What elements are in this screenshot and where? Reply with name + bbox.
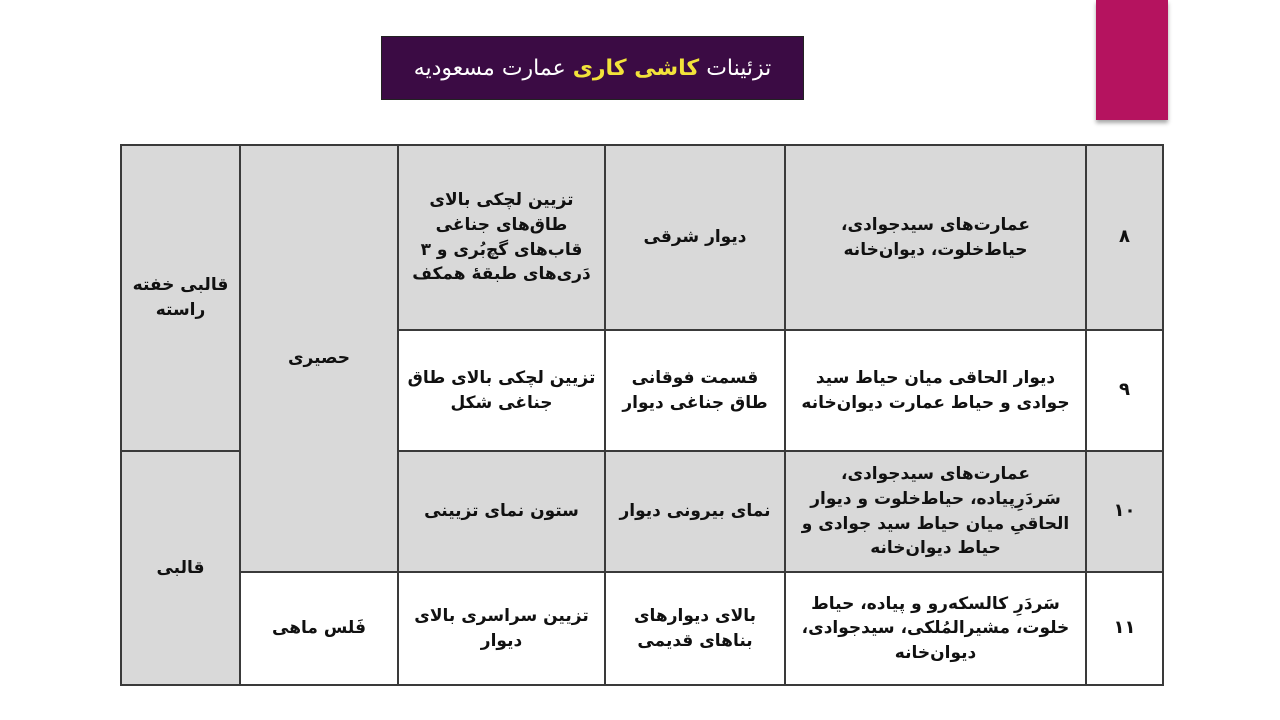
row-number: ۱۱ [1086, 572, 1163, 685]
location-cell: سَردَرِ کالسکه‌رو و پیاده، حیاط خلوت، مشیرالمُلکی، سیدجوادی، دیوان‌خانه [785, 572, 1086, 685]
description-cell: تزیین لچکی بالای طاق‌های جناغی قاب‌های گچ‌بُری و ۳ دَری‌های طبقهٔ همکف [398, 145, 605, 330]
title-suffix: عمارت مسعودیه [413, 55, 566, 81]
description-cell: تزیین لچکی بالای طاق جناغی شکل [398, 330, 605, 451]
description-cell: تزیین سراسری بالای دیوار [398, 572, 605, 685]
position-cell: بالای دیوارهای بناهای قدیمی [605, 572, 785, 685]
group-cell-ghalebi: قالبی [121, 451, 240, 685]
row-number: ۸ [1086, 145, 1163, 330]
row-number: ۹ [1086, 330, 1163, 451]
location-cell: دیوار الحاقی میان حیاط سید جوادی و حیاط عمارت دیوان‌خانه [785, 330, 1086, 451]
position-cell: دیوار شرقی [605, 145, 785, 330]
group-cell-khofte-raste: قالبی خفته راسته [121, 145, 240, 451]
location-cell: عمارت‌های سیدجوادی، سَردَرِ‌پیاده، حیاط‌خلوت و دیوار الحاقیِ میان حیاط سید جوادی و حیاط دیوان‌خانه [785, 451, 1086, 572]
group-cell-hasiri: حصیری [240, 145, 398, 572]
position-cell: نمای بیرونی دیوار [605, 451, 785, 572]
accent-bar [1096, 0, 1168, 120]
location-cell: عمارت‌های سیدجوادی، حیاط‌خلوت، دیوان‌خانه [785, 145, 1086, 330]
position-cell: قسمت فوقانی طاق جناغی دیوار [605, 330, 785, 451]
description-cell: ستون نمای تزیینی [398, 451, 605, 572]
group-cell-fals-mahi: فَلس ماهی [240, 572, 398, 685]
row-number: ۱۰ [1086, 451, 1163, 572]
title-highlight: کاشی کاری [572, 55, 700, 81]
table-row [121, 145, 1163, 330]
slide-title [381, 36, 804, 100]
table-row [121, 572, 1163, 685]
ornament-table [120, 144, 1164, 686]
title-prefix: تزئینات [706, 55, 772, 81]
